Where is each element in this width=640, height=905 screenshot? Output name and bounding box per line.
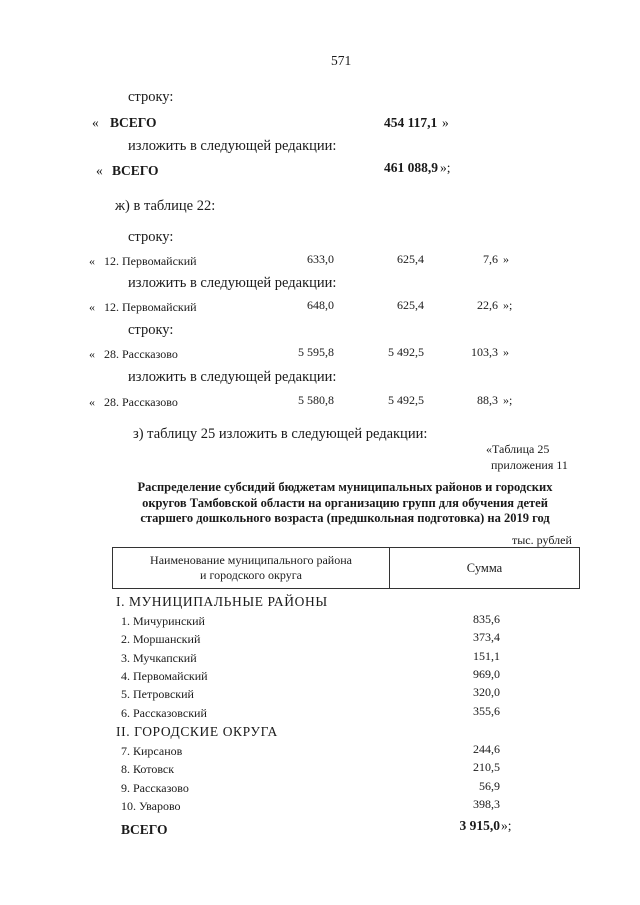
table-row-name: 8. Котовск (121, 762, 175, 777)
table-row-name: 9. Рассказово (121, 780, 189, 795)
open-quote: « (89, 395, 95, 409)
table-row-name: 3. Мучкапский (121, 650, 197, 665)
row-name: 12. Первомайский (104, 300, 197, 314)
row-value-1: 5 595,8 (298, 345, 334, 359)
table-row-name: 6. Рассказовский (121, 705, 207, 720)
row-value-3: 103,3 (471, 345, 498, 359)
page-number: 571 (331, 53, 352, 68)
text-stroku: строку: (128, 89, 174, 105)
units-label: тыс. рублей (512, 533, 572, 547)
close-quote: »; (501, 818, 512, 833)
row-name: 12. Первомайский (104, 254, 197, 268)
row-value-3: 7,6 (483, 252, 498, 266)
table-row-sum: 56,9 (479, 778, 500, 793)
table-header (112, 547, 580, 589)
table-row-sum: 969,0 (473, 666, 500, 681)
text-stroku: строку: (128, 322, 174, 338)
text-izlozhit: изложить в следующей редакции: (128, 369, 337, 385)
row-value-1: 633,0 (307, 252, 334, 266)
open-quote: « (89, 347, 95, 361)
table-title: Распределение субсидий бюджетам муниципальных районов и городских округов Тамбовской области на организацию групп для обучения детей старшего дошкольного возраста (предшкольная подготовка) на 2019 год (137, 480, 553, 525)
close-quote: »; (503, 393, 513, 407)
open-quote: « (96, 163, 103, 178)
close-quote: » (503, 252, 509, 266)
row-value-2: 625,4 (397, 298, 424, 312)
table-row-name: 10. Уварово (121, 798, 181, 813)
table-row-name: 7. Кирсанов (121, 744, 183, 758)
total-label: ВСЕГО (112, 163, 159, 178)
total-label: ВСЕГО (110, 115, 157, 130)
row-value-1: 648,0 (307, 298, 334, 312)
row-value-3: 22,6 (477, 298, 498, 312)
row-name: 28. Рассказово (104, 347, 178, 361)
table-row-name: 5. Петровский (121, 687, 194, 702)
close-quote: » (503, 345, 509, 359)
total-value-old: 454 117,1 (384, 115, 438, 130)
text-izlozhit: изложить в следующей редакции: (128, 275, 337, 291)
row-value-2: 5 492,5 (388, 393, 424, 407)
close-quote: » (442, 115, 449, 130)
total-row-label: ВСЕГО (121, 822, 168, 837)
row-value-1: 5 580,8 (298, 393, 334, 407)
total-row-value: 3 915,0 (459, 818, 500, 833)
total-value-new: 461 088,9 (384, 160, 438, 175)
header-sum-cell: Сумма (466, 560, 503, 575)
table-row-sum: 398,3 (473, 796, 500, 811)
open-quote: « (92, 115, 99, 130)
header-name-line-1: Наименование муниципального района (150, 553, 352, 567)
row-value-3: 88,3 (477, 393, 498, 407)
row-value-2: 625,4 (397, 252, 424, 266)
section-heading-z: з) таблицу 25 изложить в следующей редакции: (133, 426, 428, 442)
text-izlozhit: изложить в следующей редакции: (128, 138, 337, 154)
table-row-sum: 373,4 (473, 630, 500, 645)
table-row-sum: 320,0 (473, 685, 500, 700)
table-row-sum: 151,1 (473, 648, 500, 663)
section-municipal-districts: I. МУНИЦИПАЛЬНЫЕ РАЙОНЫ (116, 594, 328, 609)
table-row-sum: 355,6 (473, 703, 500, 718)
open-quote: « (89, 254, 95, 268)
section-city-districts: II. ГОРОДСКИЕ ОКРУГА (116, 724, 278, 739)
table-row-sum: 835,6 (473, 612, 500, 626)
text-stroku: строку: (128, 229, 174, 245)
header-name-line-2: и городского округа (200, 568, 302, 582)
row-value-2: 5 492,5 (388, 345, 424, 359)
table-row-name: 2. Моршанский (121, 632, 201, 647)
table-reference-line-2: приложения 11 (491, 458, 568, 472)
row-name: 28. Рассказово (104, 395, 178, 409)
table-row-name: 4. Первомайский (121, 668, 208, 683)
table-row-name: 1. Мичуринский (121, 614, 205, 628)
open-quote: « (89, 300, 95, 314)
table-row-sum: 210,5 (473, 760, 500, 775)
close-quote: »; (503, 298, 513, 312)
table-reference-line-1: «Таблица 25 (486, 442, 550, 456)
section-heading-zh: ж) в таблице 22: (115, 198, 216, 214)
table-row-sum: 244,6 (473, 742, 500, 756)
close-quote: »; (440, 160, 451, 175)
header-name-cell (113, 548, 390, 588)
